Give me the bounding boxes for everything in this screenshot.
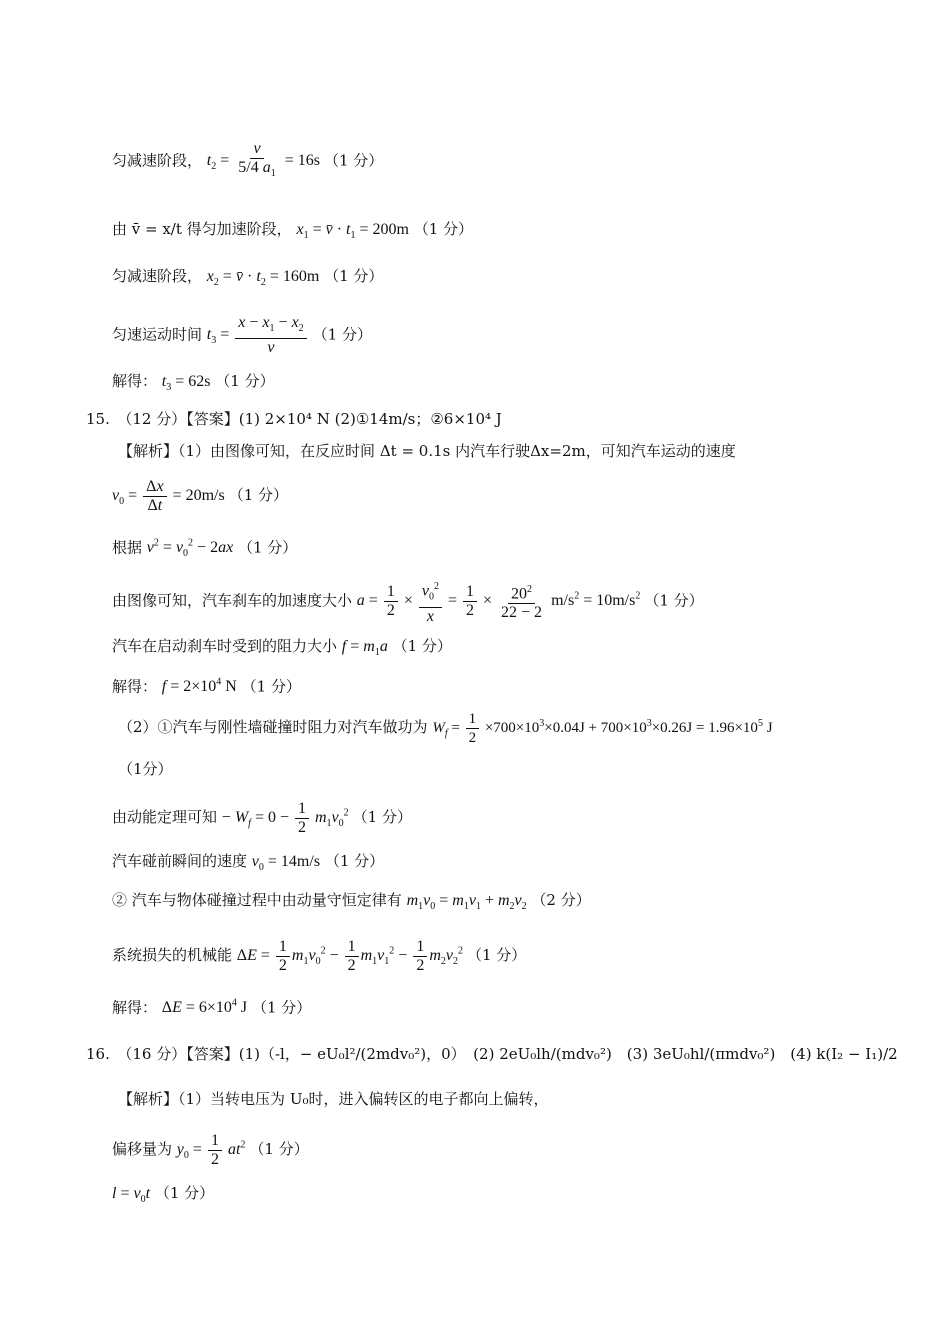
formula: $m_1v_0 = m_1v_1 + m_2v_2$ bbox=[406, 892, 527, 913]
line-text: 由 v̄ = x/t 得匀加速阶段， bbox=[112, 220, 292, 238]
score: （1 分） bbox=[352, 808, 412, 827]
line-text: 偏移量为 bbox=[112, 1140, 173, 1159]
line-text: ② 汽车与物体碰撞过程中由动量守恒定律有 bbox=[112, 891, 402, 909]
line-8 bbox=[112, 533, 297, 566]
line-text: 由动能定理可知 bbox=[112, 808, 218, 827]
line-12 bbox=[118, 710, 773, 747]
formula: $v^2 = v_0^2 - 2ax$ bbox=[146, 538, 234, 560]
formula: $t_3 = 62s$ bbox=[161, 373, 211, 394]
score: （1 分） bbox=[249, 1140, 309, 1159]
formula: $t_3$ = $\frac{x - x_1 - x_2}{v}$ bbox=[207, 326, 313, 343]
line-17 bbox=[112, 938, 526, 975]
score: （1 分） bbox=[413, 220, 474, 238]
score: （1 分） bbox=[644, 591, 704, 610]
question-16-answer bbox=[86, 1043, 898, 1065]
line-14 bbox=[112, 800, 412, 837]
line-15 bbox=[112, 850, 384, 879]
line-text: 解得： bbox=[112, 677, 158, 696]
line-text: （2）①汽车与刚性墙碰撞时阻力对汽车做功为 bbox=[118, 717, 428, 736]
line-18 bbox=[112, 993, 311, 1019]
formula: $y_0$ = $\frac{1}{2}$ $at^2$ bbox=[176, 1132, 246, 1168]
line-text: 【解析】（1）由图像可知，在反应时间 Δt = 0.1s 内汽车行驶Δx=2m，可知汽车运动的速度 bbox=[118, 442, 736, 460]
line-text: 匀减速阶段， bbox=[112, 267, 203, 285]
score: （1 分） bbox=[312, 325, 372, 344]
formula: $x_2$ = v̄ · $t_2 = 160m$ bbox=[206, 268, 320, 289]
line-9 bbox=[112, 578, 704, 626]
line-text: 由图像可知，汽车刹车的加速度大小 bbox=[112, 591, 353, 610]
line-4 bbox=[112, 314, 372, 357]
formula: $x_1$ = v̄ · $t_1 = 200m$ bbox=[296, 221, 409, 242]
question-15-answer bbox=[86, 408, 502, 430]
score: （1 分） bbox=[324, 852, 385, 870]
formula: ΔE = $\frac{1}{2}$ $m_1v_0^2$ − $\frac{1}{2}$ $m_1v_1^2$ − $\frac{1}{2}$ $m_2v_2^2$ bbox=[236, 938, 463, 974]
line-text: 匀减速阶段， bbox=[112, 151, 203, 170]
score: （1 分） bbox=[251, 998, 312, 1017]
score: （1 分） bbox=[237, 538, 298, 557]
line-11 bbox=[112, 672, 301, 698]
line-16 bbox=[112, 889, 591, 918]
line-21 bbox=[112, 1182, 214, 1211]
line-7 bbox=[112, 478, 288, 515]
line-6 bbox=[118, 440, 736, 462]
score: （1 分） bbox=[215, 372, 275, 390]
line-text: 匀速运动时间 bbox=[112, 325, 203, 344]
answer-text: 15. （12 分）【答案】(1) 2×10⁴ N (2)①14m/s；②6×10⁴ J bbox=[86, 410, 502, 428]
score: （1 分） bbox=[323, 151, 384, 170]
score: （1 分） bbox=[241, 677, 301, 696]
formula: $l = v_0t$ bbox=[112, 1185, 151, 1206]
formula: − $W_f = 0$ − $\frac{1}{2}$ $m_1v_0^2$ bbox=[221, 800, 349, 836]
score: （1 分） bbox=[392, 637, 452, 655]
line-text: 解得： bbox=[112, 998, 158, 1017]
formula: $W_f$ = $\frac{1}{2}$ $\times 700\times 10^3\times 0.04J + 700\times 10^3\times 0.26J = 1.96\times 10^5$ J bbox=[432, 711, 773, 746]
line-2 bbox=[112, 218, 473, 247]
score: （1 分） bbox=[228, 486, 288, 505]
score: （1 分） bbox=[324, 267, 384, 285]
line-text: 【解析】（1）当转电压为 U₀时，进入偏转区的电子都向上偏转， bbox=[118, 1090, 549, 1108]
line-text: 系统损失的机械能 bbox=[112, 946, 233, 965]
score: （2 分） bbox=[531, 891, 591, 909]
line-text: 汽车在启动刹车时受到的阻力大小 bbox=[112, 637, 338, 655]
line-20 bbox=[112, 1132, 309, 1169]
score: （1 分） bbox=[154, 1184, 215, 1202]
line-5 bbox=[112, 370, 275, 399]
line-10 bbox=[112, 635, 452, 664]
score: （1 分） bbox=[466, 946, 527, 965]
formula: a = $\frac{1}{2}$ × $\frac{v_0^2}{x}$ = $\frac{1}{2}$ × $\frac{20^2}{22 - 2}$ $m/s^2 = 10m/s^2$ bbox=[357, 592, 645, 609]
formula: $v_0$ = $\frac{\Delta x}{\Delta t}$ = 20m/s bbox=[112, 478, 229, 514]
line-19 bbox=[118, 1088, 548, 1110]
line-3 bbox=[112, 265, 383, 294]
answer-text: 16. （16 分）【答案】(1)（-l，− eU₀l²/(2mdv₀²)，0） (2) 2eU₀lh/(mdv₀²) (3) 3eU₀hl/(πmdv₀²) (4) k(I₂ − I₁)/2 bbox=[86, 1045, 898, 1063]
formula: $f = 2\times 10^4$ N bbox=[161, 677, 237, 696]
formula: $v_0 = 14m/s$ bbox=[251, 853, 321, 874]
formula: $f = m_1a$ bbox=[341, 638, 388, 659]
line-1 bbox=[112, 140, 383, 183]
line-text: 汽车碰前瞬间的速度 bbox=[112, 852, 248, 870]
formula: $\Delta E = 6\times 10^4$ J bbox=[161, 998, 248, 1017]
line-13 bbox=[118, 758, 173, 780]
line-text: 根据 bbox=[112, 538, 143, 557]
line-text: （1分） bbox=[118, 760, 173, 778]
line-text: 解得： bbox=[112, 372, 158, 390]
formula: $t_2$ = $\frac{v}{5/4 a_1}$ = 16s bbox=[206, 140, 324, 180]
